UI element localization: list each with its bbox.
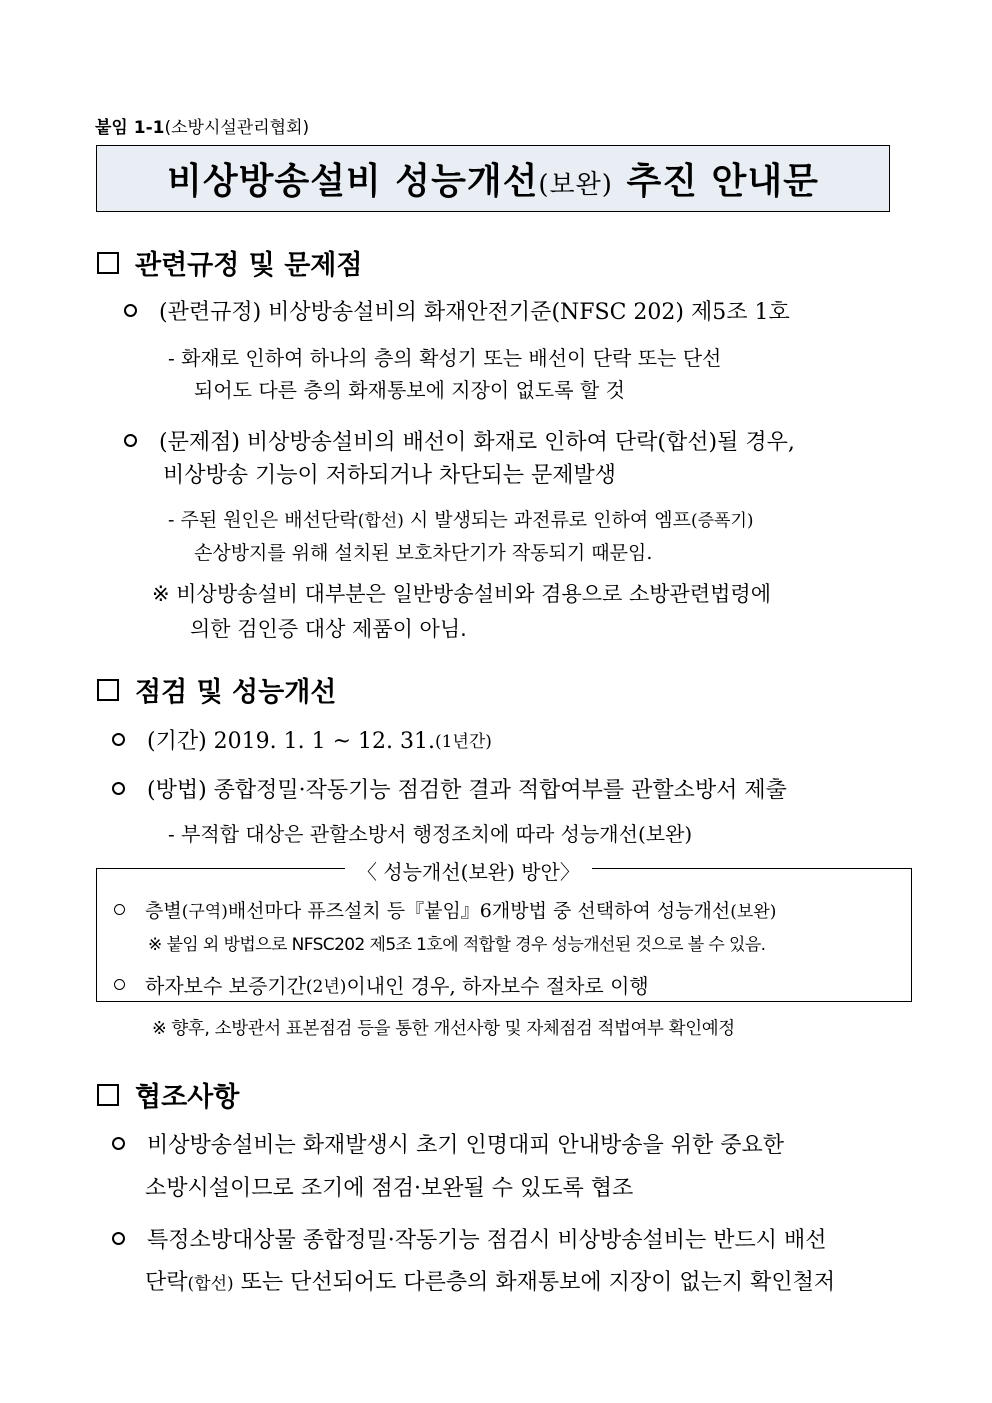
title-paren: (보완)	[538, 170, 613, 200]
plan-item-warranty: 하자보수 보증기간 (2년) 이내인 경우, 하자보수 절차로 이행	[114, 970, 649, 999]
bullet-regulation	[124, 295, 790, 326]
period-duration: (1년간)	[435, 732, 492, 752]
section-heading-cooperation	[97, 1075, 239, 1114]
circle-bullet-icon	[114, 904, 125, 915]
problem-detail-line2: 손상방지를 위해 설치된 보호차단기가 작동되기 때문임.	[194, 542, 653, 564]
plan-item-fuse: 층별 (구역) 배선마다 퓨즈설치 등『붙임』6개방법 중 선택하여 성능개선 (보완)	[114, 896, 776, 923]
cooperation-2-line2: 단락(합선) 또는 단선되어도 다른층의 화재통보에 지장이 없는지 확인철저	[145, 1270, 836, 1295]
section-heading-inspection	[97, 670, 336, 709]
bullet-text: (관련규정) 비상방송설비의 화재안전기준(NFSC 202) 제5조 1호	[159, 300, 790, 325]
bullet-text: (문제점) 비상방송설비의 배선이 화재로 인하여 단락(합선)될 경우,	[159, 430, 795, 455]
checkbox-square-icon	[97, 1084, 119, 1106]
checkbox-square-icon	[97, 679, 119, 701]
document-title	[167, 153, 819, 204]
title-text-a: 비상방송설비 성능개선	[167, 161, 539, 202]
bullet-text: 비상방송설비는 화재발생시 초기 인명대피 안내방송을 위한 중요한	[147, 1133, 785, 1158]
plan-note-alternative: ※ 붙임 외 방법으로 NFSC202 제5조 1호에 적합할 경우 성능개선된 것으로 볼 수 있음.	[148, 935, 766, 955]
circle-bullet-icon	[112, 782, 125, 795]
method-detail: - 부적합 대상은 관할소방서 행정조치에 따라 성능개선(보완)	[168, 822, 693, 846]
circle-bullet-icon	[112, 1232, 125, 1245]
regulation-detail-line1: - 화재로 인하여 하나의 층의 확성기 또는 배선이 단락 또는 단선	[168, 346, 722, 370]
note-certification-line1: ※ 비상방송설비 대부분은 일반방송설비와 겸용으로 소방관련법령에	[152, 582, 771, 606]
regulation-detail-line2: 되어도 다른 층의 화재통보에 지장이 없도록 할 것	[194, 378, 625, 402]
attachment-number: 붙임 1-1	[95, 118, 165, 138]
bullet-cooperation-2	[112, 1223, 827, 1254]
section-heading-text: 협조사항	[135, 1082, 240, 1113]
bullet-cooperation-1	[112, 1128, 784, 1159]
period-text: (기간) 2019. 1. 1 ~ 12. 31.	[147, 729, 436, 754]
bullet-text: 특정소방대상물 종합정밀·작동기능 점검시 비상방송설비는 반드시 배선	[147, 1228, 827, 1253]
attachment-org: (소방시설관리협회)	[164, 118, 310, 138]
problem-line2: 비상방송 기능이 저하되거나 차단되는 문제발생	[163, 463, 617, 488]
section-heading-text: 점검 및 성능개선	[135, 677, 337, 708]
checkbox-square-icon	[97, 252, 119, 274]
problem-detail-line1: - 주된 원인은 배선단락(합선) 시 발생되는 과전류로 인하여 엠프(증폭기)	[168, 509, 754, 531]
improvement-plan-title: 〈 성능개선(보완) 방안〉	[345, 856, 592, 885]
attachment-label	[95, 113, 309, 138]
cooperation-1-line2: 소방시설이므로 조기에 점검·보완될 수 있도록 협조	[145, 1176, 634, 1201]
circle-bullet-icon	[112, 1137, 125, 1150]
section-heading-regulations	[97, 243, 362, 282]
bullet-method	[112, 773, 787, 804]
circle-bullet-icon	[112, 733, 125, 746]
section-heading-text: 관련규정 및 문제점	[135, 250, 363, 281]
bullet-problem	[124, 425, 795, 456]
circle-bullet-icon	[124, 434, 137, 447]
note-certification-line2: 의한 검인증 대상 제품이 아님.	[190, 617, 467, 641]
future-inspection-note: ※ 향후, 소방관서 표본점검 등을 통한 개선사항 및 자체점검 적법여부 확인예정	[152, 1019, 735, 1039]
circle-bullet-icon	[124, 304, 137, 317]
circle-bullet-icon	[114, 979, 125, 990]
document-title-box	[96, 145, 890, 212]
method-text: (방법) 종합정밀·작동기능 점검한 결과 적합여부를 관할소방서 제출	[147, 778, 787, 803]
bullet-period	[112, 724, 492, 755]
title-text-b: 추진 안내문	[612, 161, 819, 202]
